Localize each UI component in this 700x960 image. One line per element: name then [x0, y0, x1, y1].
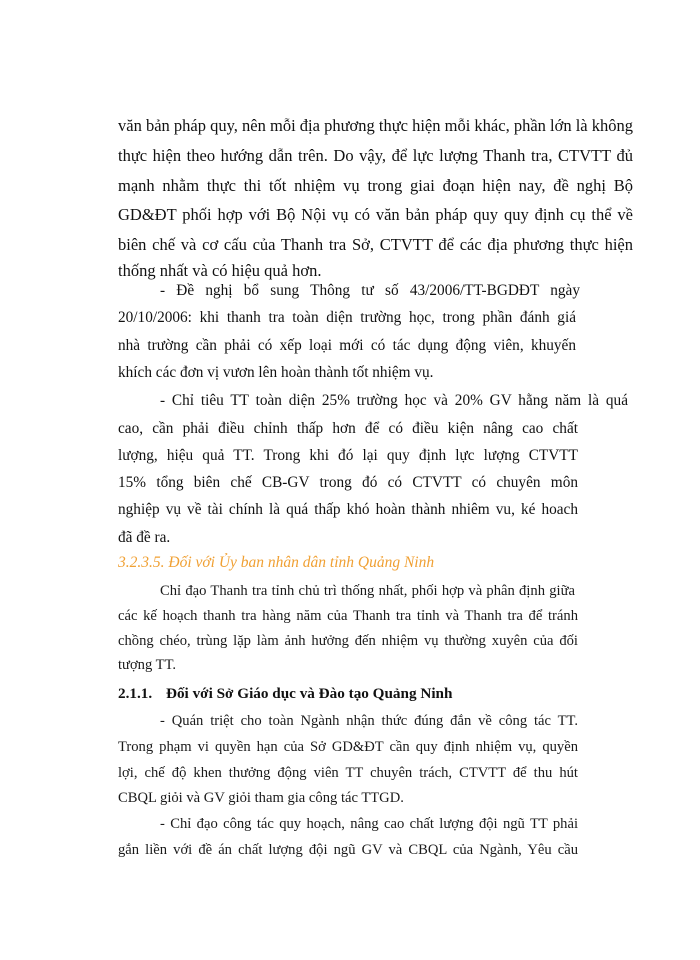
paragraph-1-line-4: GD&ĐT phối hợp với Bộ Nội vụ có văn bản pháp quy quy định cụ thể về — [118, 205, 633, 224]
paragraph-2-line-4: khích các đơn vị vươn lên hoàn thành tốt nhiệm vụ. — [118, 364, 434, 381]
paragraph-2-line-1: - Đề nghị bổ sung Thông tư số 43/2006/TT-BGDĐT ngày — [160, 282, 580, 299]
paragraph-1-line-2: thực hiện theo hướng dẫn trên. Do vậy, để lực lượng Thanh tra, CTVTT đủ — [118, 146, 633, 165]
paragraph-3-line-3: lượng, hiệu quả TT. Trong khi đó lại quy định lực lượng CTVTT — [118, 447, 578, 464]
paragraph-2-line-3: nhà trường cần phải có xếp loại mới có tác dụng động viên, khuyến — [118, 337, 576, 354]
paragraph-1-line-6: thống nhất và có hiệu quả hơn. — [118, 261, 322, 280]
section-heading-number: 2.1.1. — [118, 685, 153, 702]
paragraph-5-line-3: lợi, chế độ khen thưởng động viên TT chuyên trách, CTVTT để thu hút — [118, 765, 578, 781]
section-heading-title: Đối với Sở Giáo dục và Đào tạo Quảng Ninh — [166, 685, 453, 702]
paragraph-3-line-4: 15% tổng biên chế CB-GV trong đó có CTVTT có chuyên môn — [118, 474, 578, 491]
paragraph-3-line-5: nghiệp vụ về tài chính là quá thấp khó hoàn thành nhiêm vu, ké hoach — [118, 501, 578, 518]
paragraph-2-line-2: 20/10/2006: khi thanh tra toàn diện trường học, trong phần đánh giá — [118, 309, 576, 326]
paragraph-3-line-2: cao, cần phải điều chỉnh thấp hơn để có điều kiện nâng cao chất — [118, 420, 578, 437]
paragraph-5-line-1: - Quán triệt cho toàn Ngành nhận thức đúng đắn về công tác TT. — [160, 713, 578, 729]
paragraph-1-line-3: mạnh nhằm thực thi tốt nhiệm vụ trong giai đoạn hiện nay, đề nghị Bộ — [118, 176, 633, 195]
paragraph-4-line-2: các kế hoạch thanh tra hàng năm của Thanh tra tỉnh và Thanh tra để tránh — [118, 608, 578, 624]
paragraph-1-line-5: biên chế và cơ cấu của Thanh tra Sở, CTVTT để các địa phương thực hiện — [118, 235, 633, 254]
section-heading-3-2-3-5: 3.2.3.5. Đối với Ủy ban nhân dân tỉnh Quảng Ninh — [118, 554, 435, 571]
paragraph-4-line-3: chồng chéo, trùng lặp làm ảnh hưởng đến nhiệm vụ thường xuyên của đối — [118, 633, 578, 649]
section-heading-2-1-1 — [118, 686, 633, 701]
paragraph-1-line-1: văn bản pháp quy, nên mỗi địa phương thực hiện mỗi khác, phần lớn là không — [118, 116, 633, 135]
paragraph-3-line-1: - Chỉ tiêu TT toàn diện 25% trường học và 20% GV hằng năm là quá — [160, 392, 628, 409]
paragraph-6-line-2: gắn liền với đề án chất lượng đội ngũ GV và CBQL của Ngành, Yêu cầu — [118, 842, 578, 858]
paragraph-4-line-1: Chỉ đạo Thanh tra tỉnh chủ trì thống nhất, phối hợp và phân định giữa — [160, 583, 575, 599]
paragraph-6-line-1: - Chỉ đạo công tác quy hoạch, nâng cao chất lượng đội ngũ TT phải — [160, 816, 578, 832]
paragraph-3-line-6: đã đề ra. — [118, 529, 171, 546]
paragraph-4-line-4: tượng TT. — [118, 657, 177, 673]
paragraph-5-line-2: Trong phạm vi quyền hạn của Sở GD&ĐT cần quy định nhiệm vụ, quyền — [118, 739, 578, 755]
paragraph-5-line-4: CBQL giỏi và GV giỏi tham gia công tác TTGD. — [118, 790, 404, 806]
